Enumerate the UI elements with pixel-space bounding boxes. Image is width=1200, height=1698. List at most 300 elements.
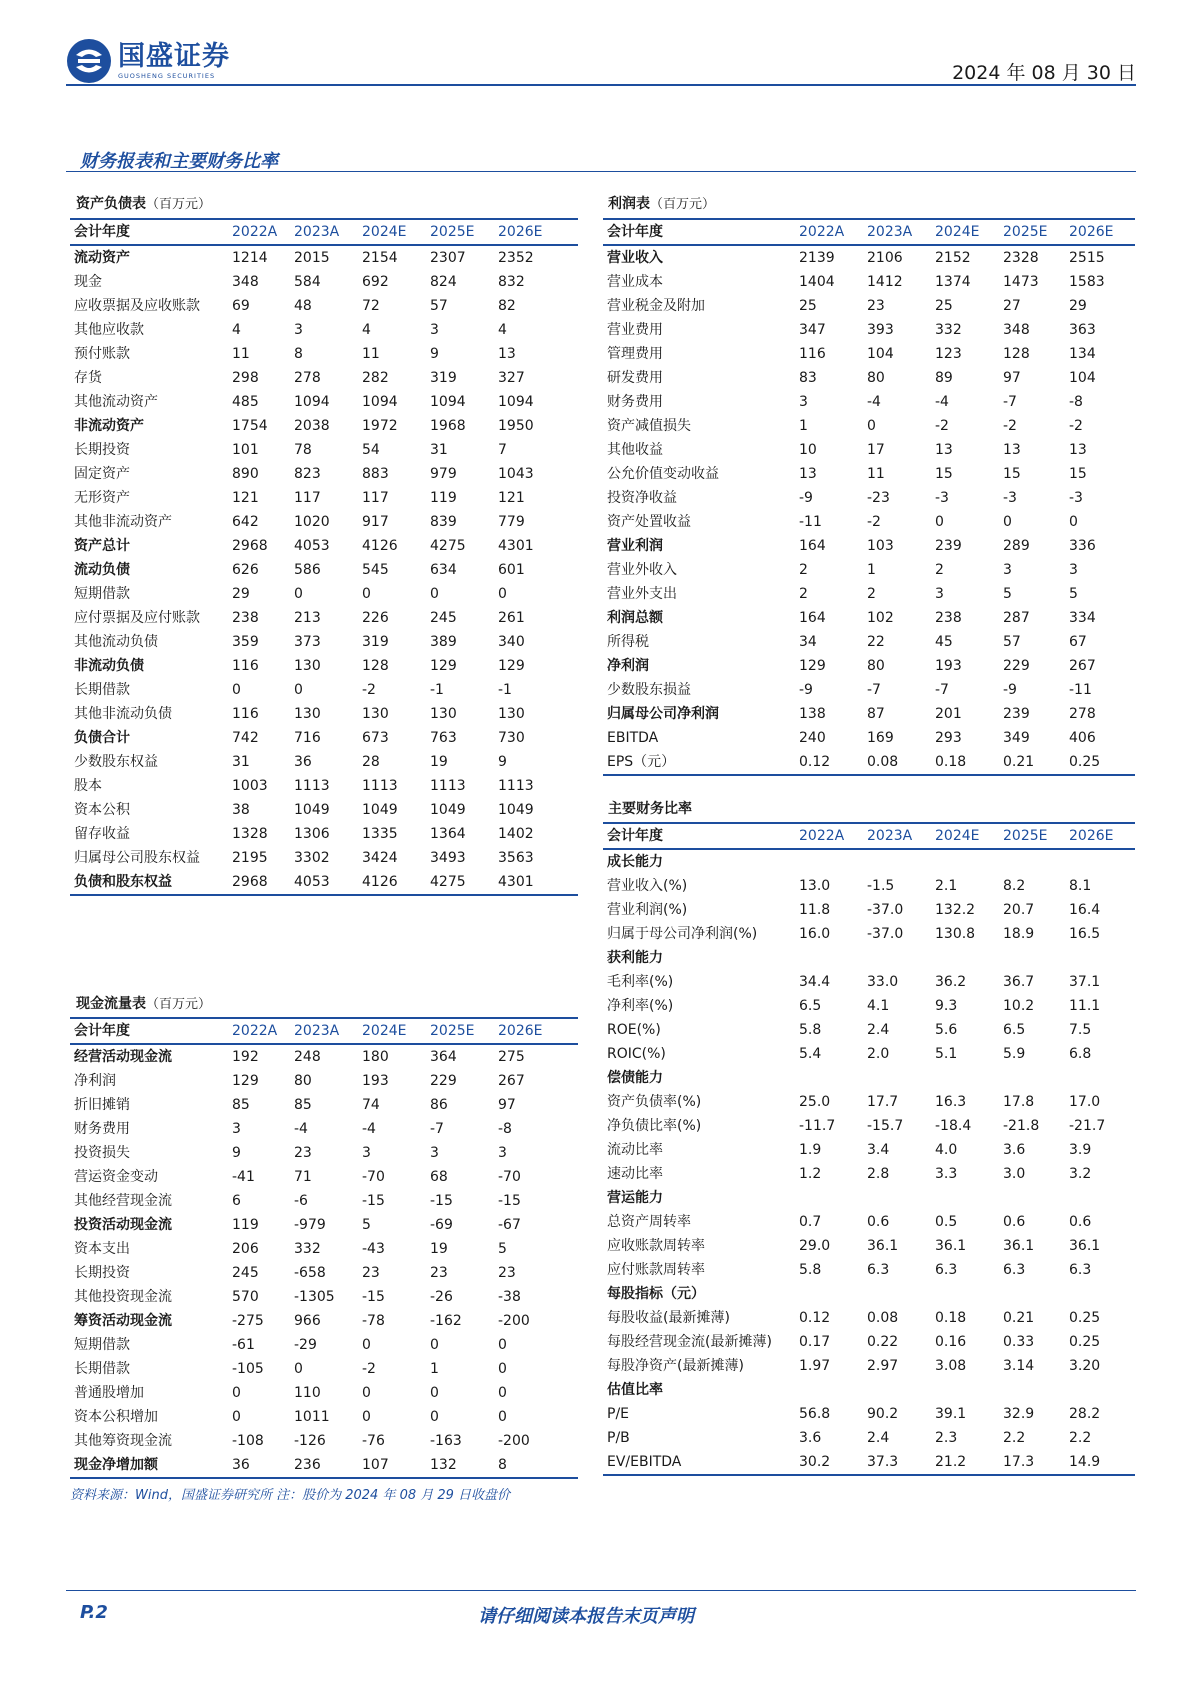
cell-value: 3 (294, 322, 303, 338)
cell-value: 129 (430, 658, 457, 674)
column-header-year: 2026E (1065, 823, 1135, 849)
table-row (70, 750, 578, 774)
cell-value: 3493 (430, 850, 466, 866)
cell-value: 5.4 (799, 1046, 822, 1062)
cell-value (931, 1186, 999, 1210)
row-label: 应付账款周转率 (607, 1262, 705, 1278)
row-label: 营业利润(%) (607, 902, 688, 918)
cell-value: 229 (430, 1073, 457, 1089)
cell-value: 2.8 (867, 1166, 890, 1182)
cell-value: 0.22 (867, 1334, 899, 1350)
cell-value: 349 (1003, 730, 1030, 746)
cell-value: 0 (362, 1385, 371, 1401)
table-row (603, 342, 1135, 366)
cell-value: 16.0 (799, 926, 831, 942)
cell-value: 282 (362, 370, 389, 386)
cell-value: 36.2 (935, 974, 967, 990)
cell-value: 0.33 (1003, 1334, 1035, 1350)
table-row (603, 318, 1135, 342)
table-row (70, 534, 578, 558)
cell-value: 2.3 (935, 1430, 958, 1446)
column-header-year: 2026E (494, 1018, 578, 1044)
cell-value: 1049 (362, 802, 398, 818)
cell-value: 319 (362, 634, 389, 650)
row-label: 应收票据及应收账款 (74, 298, 200, 314)
row-label: 普通股增加 (74, 1385, 144, 1401)
cell-value: 0 (935, 514, 944, 530)
cell-value: 9.3 (935, 998, 958, 1014)
cell-value: 0 (232, 1385, 241, 1401)
cell-value: 23 (362, 1265, 380, 1281)
row-label: 其他非流动负债 (74, 706, 172, 722)
cell-value: -1305 (294, 1289, 335, 1305)
row-label: 财务费用 (607, 394, 663, 410)
row-label: 其他流动负债 (74, 634, 158, 650)
cell-value: 1968 (430, 418, 466, 434)
cell-value (1065, 849, 1135, 874)
cell-value: 130 (294, 706, 321, 722)
cell-value: 193 (362, 1073, 389, 1089)
cell-value: 4301 (494, 870, 578, 895)
cell-value: 2515 (1069, 250, 1105, 266)
cell-value: -162 (430, 1313, 462, 1329)
cell-value: 1113 (294, 778, 330, 794)
table-row (70, 1429, 578, 1453)
cell-value: -26 (430, 1289, 453, 1305)
cell-value: 2 (935, 562, 944, 578)
cell-value (1065, 1066, 1135, 1090)
cell-value: 36.1 (1003, 1238, 1035, 1254)
cell-value: 36.7 (1003, 974, 1035, 990)
cell-value: 39.1 (935, 1406, 967, 1422)
cell-value: 116 (232, 706, 259, 722)
cell-value: 4.0 (935, 1142, 958, 1158)
row-label: 所得税 (607, 634, 649, 650)
table-row (603, 438, 1135, 462)
table-header-row (603, 823, 1135, 849)
cell-value: 239 (935, 538, 962, 554)
table-row (70, 630, 578, 654)
cell-value: 3 (498, 1145, 507, 1161)
cell-value: 36.1 (935, 1238, 967, 1254)
cell-value (999, 1378, 1065, 1402)
row-label: 少数股东权益 (74, 754, 158, 770)
cash-flow-table (70, 1017, 578, 1479)
cell-value: 16.3 (935, 1094, 967, 1110)
cell-value: 779 (498, 514, 525, 530)
logo-name-en: GUOSHENG SECURITIES (118, 71, 216, 80)
cell-value: 586 (294, 562, 321, 578)
cell-value: 56.8 (799, 1406, 831, 1422)
table-row (70, 245, 578, 270)
cell-value: 348 (232, 274, 259, 290)
cell-value: 364 (430, 1049, 457, 1065)
cell-value: 4053 (290, 870, 358, 895)
cell-value: 4275 (426, 870, 494, 895)
cell-value: 31 (430, 442, 448, 458)
logo-name-cn: 国盛证券 (118, 40, 230, 72)
cell-value: -67 (498, 1217, 521, 1233)
cell-value (931, 1282, 999, 1306)
cell-value: 1950 (498, 418, 534, 434)
cell-value: 0 (294, 586, 303, 602)
table-row (603, 630, 1135, 654)
row-label: 经营活动现金流 (74, 1049, 172, 1065)
row-label: 其他流动资产 (74, 394, 158, 410)
cell-value: 23 (294, 1145, 312, 1161)
row-label: 固定资产 (74, 466, 130, 482)
cell-value: 4.1 (867, 998, 890, 1014)
cell-value: 6.3 (935, 1262, 958, 1278)
cell-value (1065, 946, 1135, 970)
cell-value: 2152 (935, 250, 971, 266)
cell-value: 3 (430, 322, 439, 338)
income-statement-unit: （百万元） (650, 197, 716, 212)
row-label: 利润总额 (607, 610, 663, 626)
cell-value (1065, 1186, 1135, 1210)
cell-value: 119 (232, 1217, 259, 1233)
column-header-year: 2026E (1065, 219, 1135, 245)
row-label: 现金 (74, 274, 102, 290)
cell-value: 132 (426, 1453, 494, 1478)
cell-value: 80 (294, 1073, 312, 1089)
table-row (70, 678, 578, 702)
cell-value: 5 (362, 1217, 371, 1233)
cell-value: 23 (430, 1265, 448, 1281)
cell-value: 485 (232, 394, 259, 410)
cell-value (1065, 1282, 1135, 1306)
row-label: 资本公积增加 (74, 1409, 158, 1425)
table-row (603, 270, 1135, 294)
cell-value: 36 (228, 1453, 290, 1478)
table-row (603, 750, 1135, 775)
table-row (70, 1309, 578, 1333)
row-label: 资本支出 (74, 1241, 130, 1257)
cell-value: 48 (294, 298, 312, 314)
cell-value: 5 (498, 1241, 507, 1257)
table-row (603, 1162, 1135, 1186)
cell-value: 0 (362, 586, 371, 602)
cell-value (795, 1378, 863, 1402)
cell-value: 54 (362, 442, 380, 458)
cell-value: 17.8 (1003, 1094, 1035, 1110)
cell-value: 11 (362, 346, 380, 362)
cell-value: 192 (232, 1049, 259, 1065)
cell-value: 634 (430, 562, 457, 578)
source-note: 资料来源：Wind，国盛证券研究所 注：股价为 2024 年 08 月 29 日收盘价 (70, 1488, 511, 1503)
table-row (70, 1044, 578, 1069)
cell-value: 0.12 (795, 750, 863, 775)
column-header-year: 2023A (863, 823, 931, 849)
cell-value: 0.6 (1069, 1214, 1092, 1230)
table-row (603, 1138, 1135, 1162)
cell-value: 763 (430, 730, 457, 746)
cell-value: 6.3 (1003, 1262, 1026, 1278)
cell-value: 130 (362, 706, 389, 722)
row-label: 其他筹资现金流 (74, 1433, 172, 1449)
row-label: 营运能力 (607, 1190, 663, 1206)
cell-value: -76 (362, 1433, 385, 1449)
column-header-year: 2025E (426, 1018, 494, 1044)
cell-value: 17.0 (1069, 1094, 1101, 1110)
cell-value (999, 1066, 1065, 1090)
cell-value: 3302 (294, 850, 330, 866)
cell-value (931, 1066, 999, 1090)
cell-value: 1754 (232, 418, 268, 434)
cell-value: 121 (498, 490, 525, 506)
cell-value: -37.0 (867, 902, 904, 918)
row-label: 少数股东损益 (607, 682, 691, 698)
row-label: 归属母公司股东权益 (74, 850, 200, 866)
table-row (603, 486, 1135, 510)
cell-value: 0 (430, 1409, 439, 1425)
cell-value: 287 (1003, 610, 1030, 626)
cell-value: 31 (232, 754, 250, 770)
cell-value: 6.3 (867, 1262, 890, 1278)
cell-value: -78 (362, 1313, 385, 1329)
cell-value: -7 (1003, 394, 1017, 410)
row-label: EV/EBITDA (603, 1450, 795, 1475)
table-row (70, 390, 578, 414)
cell-value: 1335 (362, 826, 398, 842)
table-row (70, 1213, 578, 1237)
row-label: 毛利率(%) (607, 974, 674, 990)
cell-value: 3.6 (1003, 1142, 1026, 1158)
row-label: 每股净资产(最新摊薄) (607, 1358, 744, 1374)
cell-value: 0 (294, 682, 303, 698)
cell-value: 226 (362, 610, 389, 626)
row-label: P/B (607, 1430, 630, 1446)
cell-value: 0.7 (799, 1214, 822, 1230)
cell-value: 1.2 (799, 1166, 822, 1182)
cell-value: 80 (867, 370, 885, 386)
cell-value: 71 (294, 1169, 312, 1185)
cell-value: 347 (799, 322, 826, 338)
cell-value: 85 (294, 1097, 312, 1113)
cell-value: 3563 (498, 850, 534, 866)
cell-value: 1113 (430, 778, 466, 794)
cell-value: 673 (362, 730, 389, 746)
cell-value: 3 (1069, 562, 1078, 578)
column-header-year: 2023A (863, 219, 931, 245)
cell-value: 545 (362, 562, 389, 578)
cell-value: 336 (1069, 538, 1096, 554)
cell-value (795, 1186, 863, 1210)
row-label: 成长能力 (607, 854, 663, 870)
cell-value: 13 (799, 466, 817, 482)
cell-value: 3 (1003, 562, 1012, 578)
cell-value: 406 (1069, 730, 1096, 746)
row-label: 研发费用 (607, 370, 663, 386)
row-label: 营业外收入 (607, 562, 677, 578)
table-row (70, 1093, 578, 1117)
cell-value: 13.0 (799, 878, 831, 894)
cell-value: 97 (498, 1097, 516, 1113)
row-label: 流动比率 (607, 1142, 663, 1158)
table-row (603, 849, 1135, 874)
cell-value: 1049 (430, 802, 466, 818)
cell-value: 0.08 (867, 1310, 899, 1326)
page-number: P.2 (80, 1602, 108, 1623)
cell-value: -15 (498, 1193, 521, 1209)
cell-value: 13 (1069, 442, 1087, 458)
cell-value: 4053 (294, 538, 330, 554)
cell-value: -163 (430, 1433, 462, 1449)
row-label: 净负债比率(%) (607, 1118, 702, 1134)
cell-value (863, 1282, 931, 1306)
cell-value: 90.2 (867, 1406, 899, 1422)
cell-value: 69 (232, 298, 250, 314)
cell-value: 3.4 (867, 1142, 890, 1158)
table-row (603, 582, 1135, 606)
cell-value: -15 (430, 1193, 453, 1209)
cell-value: -200 (498, 1313, 530, 1329)
cell-value (863, 1186, 931, 1210)
cell-value: 245 (232, 1265, 259, 1281)
cell-value: 267 (1069, 658, 1096, 674)
cell-value: 0.25 (1069, 1334, 1101, 1350)
cell-value: -4 (935, 394, 949, 410)
table-row (603, 414, 1135, 438)
row-label: 净利润 (607, 658, 649, 674)
cell-value: 9 (430, 346, 439, 362)
cell-value: 80 (867, 658, 885, 674)
cell-value: 966 (294, 1313, 321, 1329)
row-label: 流动负债 (74, 562, 130, 578)
cell-value: 0 (294, 1361, 303, 1377)
cell-value: 116 (232, 658, 259, 674)
cell-value: 169 (867, 730, 894, 746)
cell-value: -108 (232, 1433, 264, 1449)
cell-value: 626 (232, 562, 259, 578)
cell-value: 121 (232, 490, 259, 506)
cell-value: -37.0 (867, 926, 904, 942)
cell-value: 3 (362, 1145, 371, 1161)
cell-value: 3.20 (1069, 1358, 1101, 1374)
cell-value: 4 (362, 322, 371, 338)
cell-value: 832 (498, 274, 525, 290)
table-row (603, 1306, 1135, 1330)
row-label: 其他投资现金流 (74, 1289, 172, 1305)
cell-value: 0 (498, 1385, 507, 1401)
row-label: 资产减值损失 (607, 418, 691, 434)
cell-value: 13 (498, 346, 516, 362)
cell-value: -15 (362, 1289, 385, 1305)
row-label: 负债和股东权益 (70, 870, 228, 895)
cell-value: -15 (362, 1193, 385, 1209)
cell-value: 130 (430, 706, 457, 722)
footer-disclaimer: 请仔细阅读本报告末页声明 (478, 1606, 694, 1627)
cell-value: 319 (430, 370, 457, 386)
cell-value: 1094 (294, 394, 330, 410)
cell-value: 2.2 (1069, 1430, 1092, 1446)
table-row (603, 1090, 1135, 1114)
row-label: 净利润 (74, 1073, 116, 1089)
cell-value: 29 (232, 586, 250, 602)
cell-value: 213 (294, 610, 321, 626)
cell-value: 3424 (362, 850, 398, 866)
cell-value: 0.6 (1003, 1214, 1026, 1230)
cell-value: 34 (799, 634, 817, 650)
table-row (70, 654, 578, 678)
cell-value: 201 (935, 706, 962, 722)
cell-value: 68 (430, 1169, 448, 1185)
cell-value: -275 (232, 1313, 264, 1329)
row-label: 资本公积 (74, 802, 130, 818)
cell-value: 3.3 (935, 1166, 958, 1182)
cell-value: 2968 (228, 870, 290, 895)
cell-value: 0 (498, 1337, 507, 1353)
column-header-year: 2024E (931, 823, 999, 849)
row-label: 总资产周转率 (607, 1214, 691, 1230)
cell-value: -3 (935, 490, 949, 506)
cell-value: 117 (294, 490, 321, 506)
table-row (70, 558, 578, 582)
cell-value: 117 (362, 490, 389, 506)
column-header-year: 2026E (494, 219, 578, 245)
cell-value: -2 (1069, 418, 1083, 434)
row-label: 归属于母公司净利润(%) (607, 926, 758, 942)
column-header-year: 2025E (999, 219, 1065, 245)
row-label: 归属母公司净利润 (607, 706, 719, 722)
table-row (603, 1210, 1135, 1234)
cell-value: 570 (232, 1289, 259, 1305)
cell-value: 1003 (232, 778, 268, 794)
cell-value: 18.9 (1003, 926, 1035, 942)
row-label: 存货 (74, 370, 102, 386)
cell-value: 2307 (430, 250, 466, 266)
cell-value (999, 1282, 1065, 1306)
table-row (603, 558, 1135, 582)
table-row (603, 534, 1135, 558)
row-label: 估值比率 (607, 1382, 663, 1398)
row-label: 营业税金及附加 (607, 298, 705, 314)
row-label: 资产处置收益 (607, 514, 691, 530)
table-row (70, 1117, 578, 1141)
row-label: 长期借款 (74, 1361, 130, 1377)
table-row (70, 462, 578, 486)
cell-value: 206 (232, 1241, 259, 1257)
cell-value: 0 (867, 418, 876, 434)
table-row (603, 1234, 1135, 1258)
cell-value: 134 (1069, 346, 1096, 362)
cell-value: 4275 (430, 538, 466, 554)
cell-value: 1049 (294, 802, 330, 818)
cell-value (931, 946, 999, 970)
cell-value: 0.25 (1069, 1310, 1101, 1326)
cell-value: 15 (935, 466, 953, 482)
cell-value: 128 (362, 658, 389, 674)
cell-value: 2 (799, 562, 808, 578)
cell-value: 3.14 (1003, 1358, 1035, 1374)
cell-value: 389 (430, 634, 457, 650)
cell-value: 8 (294, 346, 303, 362)
cell-value: 823 (294, 466, 321, 482)
cell-value: 332 (935, 322, 962, 338)
cell-value: 359 (232, 634, 259, 650)
cell-value: 0 (362, 1337, 371, 1353)
cell-value: 3 (430, 1145, 439, 1161)
cell-value: 0 (430, 586, 439, 602)
cell-value: 8.2 (1003, 878, 1026, 894)
row-label: 折旧摊销 (74, 1097, 130, 1113)
table-row (603, 1330, 1135, 1354)
cell-value: 16.4 (1069, 902, 1101, 918)
cell-value: 2.4 (867, 1430, 890, 1446)
column-header-year: 2023A (290, 219, 358, 245)
row-label: 应付票据及应付账款 (74, 610, 200, 626)
cell-value: 2 (867, 586, 876, 602)
